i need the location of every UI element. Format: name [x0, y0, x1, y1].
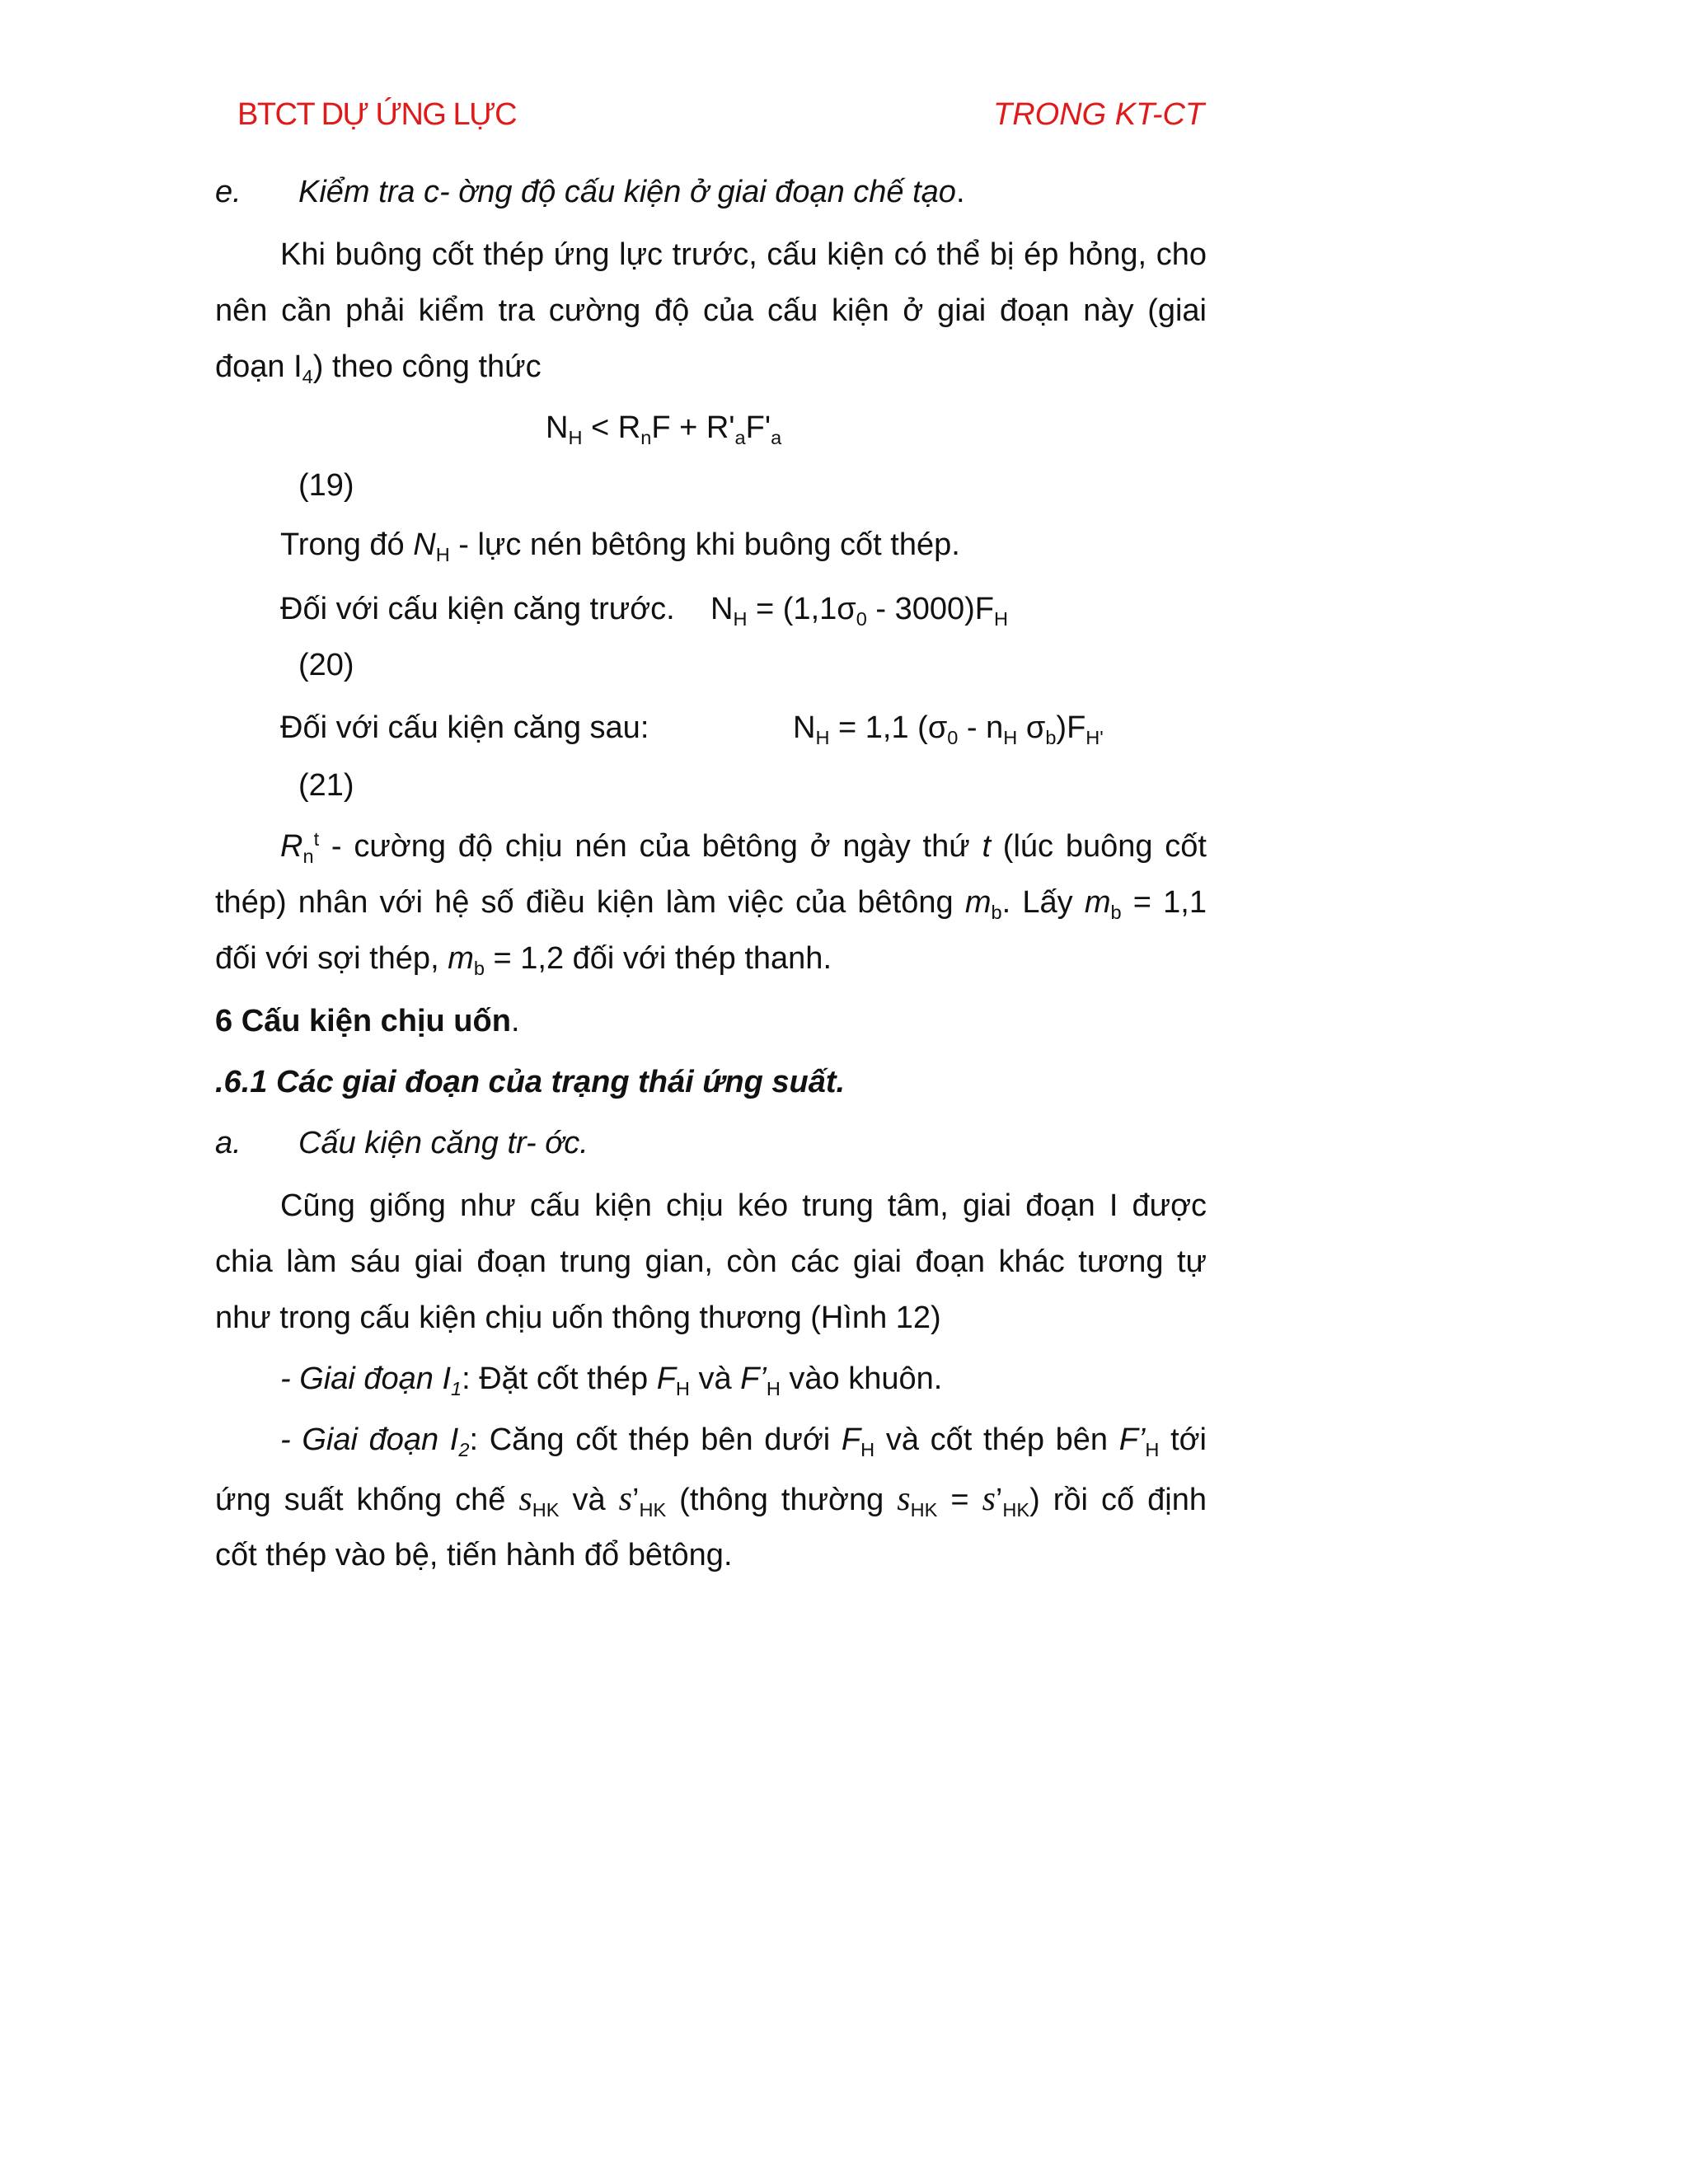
- equation-21-label: Đối với cấu kiện căng sau:: [280, 710, 649, 745]
- stage1-item: - Giai đoạn $I_1$: Đặt cốt thép $F_H$ và $F’_H$ vào khuôn.: [280, 1361, 943, 1400]
- equation-21-number: (21): [298, 768, 354, 803]
- para2-line2: chia làm sáu giai đoạn trung gian, còn các giai đoạn khác tương tự: [215, 1244, 1207, 1279]
- para1-line3: đoạn $I_4$) theo công thức: [215, 349, 542, 388]
- equation-20: $N_H = (1,1\sigma_0 - 3000)F_H$: [710, 592, 1009, 630]
- para-rn-line2: thép) nhân với hệ số điều kiện làm việc của bêtông $m_b$. Lấy $m_b = 1,1$: [215, 885, 1207, 924]
- stage2-line3: cốt thép vào bệ, tiến hành đổ bêtông.: [215, 1538, 733, 1572]
- equation-21: $N_H = 1,1$ ($\sigma_0 - n_H$ $\sigma_b)F_{H'}$: [793, 710, 1104, 749]
- para2-line1: Cũng giống như cấu kiện chịu kéo trung tâm, giai đoạn I được: [280, 1188, 1207, 1223]
- para-rn-line3: đối với sợi thép, $m_b = 1,2$ đối với thép thanh.: [215, 941, 832, 980]
- stage2-line1: - Giai đoạn $I_2$: Căng cốt thép bên dưới $F_H$ và cốt thép bên $F’_H$ tới: [280, 1422, 1207, 1461]
- para1-line1: Khi buông cốt thép ứng lực trước, cấu kiện có thể bị ép hỏng, cho: [280, 237, 1207, 272]
- header-title-right: TRONG KT-CT: [993, 97, 1205, 132]
- para-rn-line1: $R_n^t$ - cường độ chịu nén của bêtông ở ngày thứ t (lúc buông cốt: [280, 828, 1207, 868]
- stage2-line2: ứng suất khống chế $s_{HK}$ và $s’_{HK}$ (thông thường $s_{HK}$ = $s’_{HK}$) rồi cố định: [215, 1480, 1207, 1521]
- section-6-heading: 6 Cấu kiện chịu uốn.: [215, 1004, 520, 1038]
- equation-20-label: Đối với cấu kiện căng trước.: [280, 592, 675, 626]
- section-6-1-heading: .6.1 Các giai đoạn của trạng thái ứng suất.: [215, 1065, 846, 1099]
- section-e-heading: Kiểm tra c- ờng độ cấu kiện ở giai đoạn chế tạo.: [298, 175, 965, 209]
- section-a-marker: a.: [215, 1126, 241, 1160]
- equation-19: $N_H < R_nF + R'_aF'_a$: [546, 410, 782, 449]
- section-e-title: Kiểm tra c- ờng độ cấu kiện ở giai đoạn chế tạo: [298, 175, 956, 209]
- equation-20-number: (20): [298, 648, 354, 682]
- header-title-left: BTCT DỰ ỨNG LỰC: [237, 97, 517, 132]
- equation-19-number: (19): [298, 468, 354, 503]
- section-e-marker: e.: [215, 175, 241, 209]
- para2-line3: như trong cấu kiện chịu uốn thông thương (Hình 12): [215, 1301, 941, 1335]
- section-a-title: Cấu kiện căng tr- ớc.: [298, 1126, 588, 1160]
- where-nh: Trong đó $N_H$ - lực nén bêtông khi buông cốt thép.: [280, 527, 960, 566]
- para1-line2: nên cần phải kiểm tra cường độ của cấu kiện ở giai đoạn này (giai: [215, 293, 1207, 328]
